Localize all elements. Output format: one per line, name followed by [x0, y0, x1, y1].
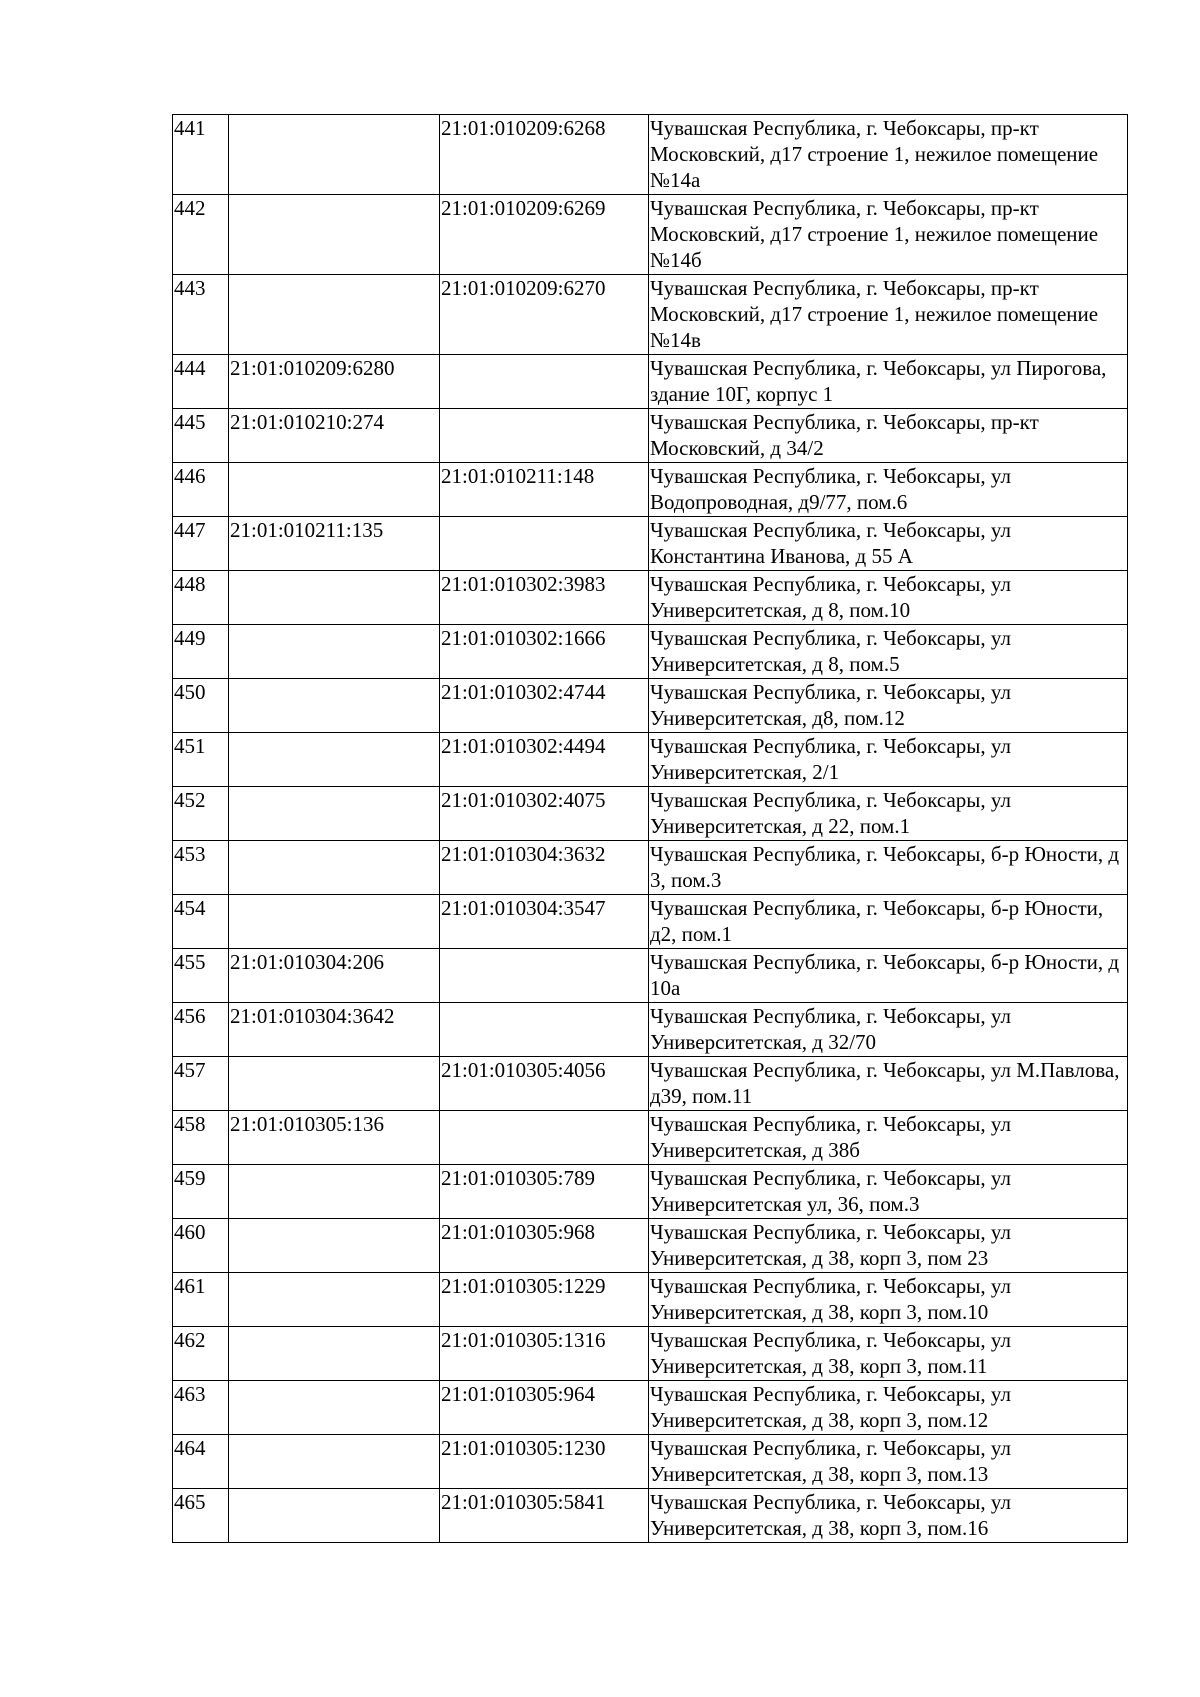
address-cell: Чувашская Республика, г. Чебоксары, ул М.Павлова, д39, пом.11 — [649, 1057, 1128, 1111]
object-cadastral-number-cell — [440, 409, 649, 463]
row-number-cell: 461 — [173, 1273, 229, 1327]
table-row — [173, 1219, 1128, 1273]
table-row — [173, 895, 1128, 949]
object-cadastral-number-cell: 21:01:010305:5841 — [440, 1489, 649, 1543]
address-cell: Чувашская Республика, г. Чебоксары, пр-кт Московский, д17 строение 1, нежилое помещение №14в — [649, 275, 1128, 355]
address-cell: Чувашская Республика, г. Чебоксары, б-р Юности, д 10а — [649, 949, 1128, 1003]
row-number-cell: 454 — [173, 895, 229, 949]
address-cell: Чувашская Республика, г. Чебоксары, ул Университетская, д 38, корп 3, пом.16 — [649, 1489, 1128, 1543]
row-number-cell: 462 — [173, 1327, 229, 1381]
row-number-cell: 456 — [173, 1003, 229, 1057]
object-cadastral-number-cell: 21:01:010305:1316 — [440, 1327, 649, 1381]
land-cadastral-number-cell — [229, 1435, 440, 1489]
object-cadastral-number-cell: 21:01:010305:964 — [440, 1381, 649, 1435]
address-cell: Чувашская Республика, г. Чебоксары, ул Университетская, д 8, пом.5 — [649, 625, 1128, 679]
object-cadastral-number-cell — [440, 949, 649, 1003]
row-number-cell: 445 — [173, 409, 229, 463]
table-row — [173, 949, 1128, 1003]
table-row — [173, 409, 1128, 463]
row-number-cell: 449 — [173, 625, 229, 679]
land-cadastral-number-cell: 21:01:010210:274 — [229, 409, 440, 463]
address-cell: Чувашская Республика, г. Чебоксары, ул Университетская, д 38б — [649, 1111, 1128, 1165]
land-cadastral-number-cell: 21:01:010304:3642 — [229, 1003, 440, 1057]
object-cadastral-number-cell: 21:01:010302:4494 — [440, 733, 649, 787]
address-cell: Чувашская Республика, г. Чебоксары, ул Университетская, д 38, корп 3, пом.10 — [649, 1273, 1128, 1327]
object-cadastral-number-cell — [440, 517, 649, 571]
object-cadastral-number-cell: 21:01:010209:6269 — [440, 195, 649, 275]
land-cadastral-number-cell — [229, 625, 440, 679]
address-cell: Чувашская Республика, г. Чебоксары, б-р Юности, д 3, пом.3 — [649, 841, 1128, 895]
row-number-cell: 450 — [173, 679, 229, 733]
object-cadastral-number-cell: 21:01:010305:968 — [440, 1219, 649, 1273]
object-cadastral-number-cell: 21:01:010305:1230 — [440, 1435, 649, 1489]
row-number-cell: 463 — [173, 1381, 229, 1435]
table-row — [173, 625, 1128, 679]
row-number-cell: 465 — [173, 1489, 229, 1543]
land-cadastral-number-cell — [229, 841, 440, 895]
object-cadastral-number-cell: 21:01:010305:1229 — [440, 1273, 649, 1327]
object-cadastral-number-cell: 21:01:010304:3632 — [440, 841, 649, 895]
land-cadastral-number-cell — [229, 733, 440, 787]
address-cell: Чувашская Республика, г. Чебоксары, б-р Юности, д2, пом.1 — [649, 895, 1128, 949]
row-number-cell: 457 — [173, 1057, 229, 1111]
row-number-cell: 446 — [173, 463, 229, 517]
object-cadastral-number-cell: 21:01:010302:4075 — [440, 787, 649, 841]
row-number-cell: 448 — [173, 571, 229, 625]
land-cadastral-number-cell: 21:01:010305:136 — [229, 1111, 440, 1165]
table-row — [173, 733, 1128, 787]
object-cadastral-number-cell: 21:01:010305:4056 — [440, 1057, 649, 1111]
table-row — [173, 1111, 1128, 1165]
land-cadastral-number-cell — [229, 1327, 440, 1381]
table-row — [173, 679, 1128, 733]
address-cell: Чувашская Республика, г. Чебоксары, ул Университетская, д 38, корп 3, пом.13 — [649, 1435, 1128, 1489]
row-number-cell: 452 — [173, 787, 229, 841]
object-cadastral-number-cell: 21:01:010211:148 — [440, 463, 649, 517]
address-cell: Чувашская Республика, г. Чебоксары, ул Университетская, д 32/70 — [649, 1003, 1128, 1057]
table-row — [173, 787, 1128, 841]
object-cadastral-number-cell: 21:01:010302:1666 — [440, 625, 649, 679]
address-cell: Чувашская Республика, г. Чебоксары, ул Университетская, д 22, пом.1 — [649, 787, 1128, 841]
row-number-cell: 441 — [173, 115, 229, 195]
land-cadastral-number-cell — [229, 1219, 440, 1273]
address-cell: Чувашская Республика, г. Чебоксары, ул Университетская, д8, пом.12 — [649, 679, 1128, 733]
address-cell: Чувашская Республика, г. Чебоксары, ул Университетская, д 38, корп 3, пом 23 — [649, 1219, 1128, 1273]
row-number-cell: 464 — [173, 1435, 229, 1489]
table-row — [173, 1327, 1128, 1381]
land-cadastral-number-cell — [229, 115, 440, 195]
address-cell: Чувашская Республика, г. Чебоксары, ул Университетская ул, 36, пом.3 — [649, 1165, 1128, 1219]
row-number-cell: 455 — [173, 949, 229, 1003]
table-row — [173, 517, 1128, 571]
row-number-cell: 444 — [173, 355, 229, 409]
table-row — [173, 1489, 1128, 1543]
table-row — [173, 115, 1128, 195]
object-cadastral-number-cell — [440, 355, 649, 409]
row-number-cell: 447 — [173, 517, 229, 571]
row-number-cell: 459 — [173, 1165, 229, 1219]
address-cell: Чувашская Республика, г. Чебоксары, ул Университетская, д 38, корп 3, пом.11 — [649, 1327, 1128, 1381]
address-cell: Чувашская Республика, г. Чебоксары, пр-кт Московский, д17 строение 1, нежилое помещение №14б — [649, 195, 1128, 275]
table-row — [173, 1435, 1128, 1489]
table-row — [173, 1165, 1128, 1219]
address-cell: Чувашская Республика, г. Чебоксары, ул Университетская, д 8, пом.10 — [649, 571, 1128, 625]
row-number-cell: 453 — [173, 841, 229, 895]
land-cadastral-number-cell: 21:01:010304:206 — [229, 949, 440, 1003]
land-cadastral-number-cell — [229, 571, 440, 625]
table-row — [173, 195, 1128, 275]
object-cadastral-number-cell — [440, 1111, 649, 1165]
table-row — [173, 1057, 1128, 1111]
row-number-cell: 460 — [173, 1219, 229, 1273]
land-cadastral-number-cell — [229, 1489, 440, 1543]
address-cell: Чувашская Республика, г. Чебоксары, ул Константина Иванова, д 55 А — [649, 517, 1128, 571]
land-cadastral-number-cell — [229, 1057, 440, 1111]
land-cadastral-number-cell — [229, 463, 440, 517]
land-cadastral-number-cell — [229, 195, 440, 275]
address-cell: Чувашская Республика, г. Чебоксары, ул Университетская, д 38, корп 3, пом.12 — [649, 1381, 1128, 1435]
land-cadastral-number-cell — [229, 1381, 440, 1435]
object-cadastral-number-cell: 21:01:010305:789 — [440, 1165, 649, 1219]
address-cell: Чувашская Республика, г. Чебоксары, ул Водопроводная, д9/77, пом.6 — [649, 463, 1128, 517]
table-row — [173, 841, 1128, 895]
object-cadastral-number-cell: 21:01:010304:3547 — [440, 895, 649, 949]
address-cell: Чувашская Республика, г. Чебоксары, пр-кт Московский, д17 строение 1, нежилое помещение №14а — [649, 115, 1128, 195]
land-cadastral-number-cell — [229, 275, 440, 355]
table-row — [173, 355, 1128, 409]
land-cadastral-number-cell — [229, 787, 440, 841]
object-cadastral-number-cell: 21:01:010302:4744 — [440, 679, 649, 733]
row-number-cell: 458 — [173, 1111, 229, 1165]
table-row — [173, 1381, 1128, 1435]
row-number-cell: 443 — [173, 275, 229, 355]
object-cadastral-number-cell: 21:01:010209:6268 — [440, 115, 649, 195]
address-cell: Чувашская Республика, г. Чебоксары, ул Университетская, 2/1 — [649, 733, 1128, 787]
table-row — [173, 1273, 1128, 1327]
row-number-cell: 451 — [173, 733, 229, 787]
land-cadastral-number-cell: 21:01:010209:6280 — [229, 355, 440, 409]
registry-table-body — [173, 115, 1128, 1543]
table-row — [173, 275, 1128, 355]
table-row — [173, 463, 1128, 517]
object-cadastral-number-cell: 21:01:010302:3983 — [440, 571, 649, 625]
object-cadastral-number-cell — [440, 1003, 649, 1057]
registry-table — [172, 114, 1128, 1543]
address-cell: Чувашская Республика, г. Чебоксары, ул Пирогова, здание 10Г, корпус 1 — [649, 355, 1128, 409]
land-cadastral-number-cell — [229, 1165, 440, 1219]
land-cadastral-number-cell: 21:01:010211:135 — [229, 517, 440, 571]
land-cadastral-number-cell — [229, 895, 440, 949]
table-row — [173, 571, 1128, 625]
table-row — [173, 1003, 1128, 1057]
row-number-cell: 442 — [173, 195, 229, 275]
address-cell: Чувашская Республика, г. Чебоксары, пр-кт Московский, д 34/2 — [649, 409, 1128, 463]
object-cadastral-number-cell: 21:01:010209:6270 — [440, 275, 649, 355]
land-cadastral-number-cell — [229, 1273, 440, 1327]
land-cadastral-number-cell — [229, 679, 440, 733]
